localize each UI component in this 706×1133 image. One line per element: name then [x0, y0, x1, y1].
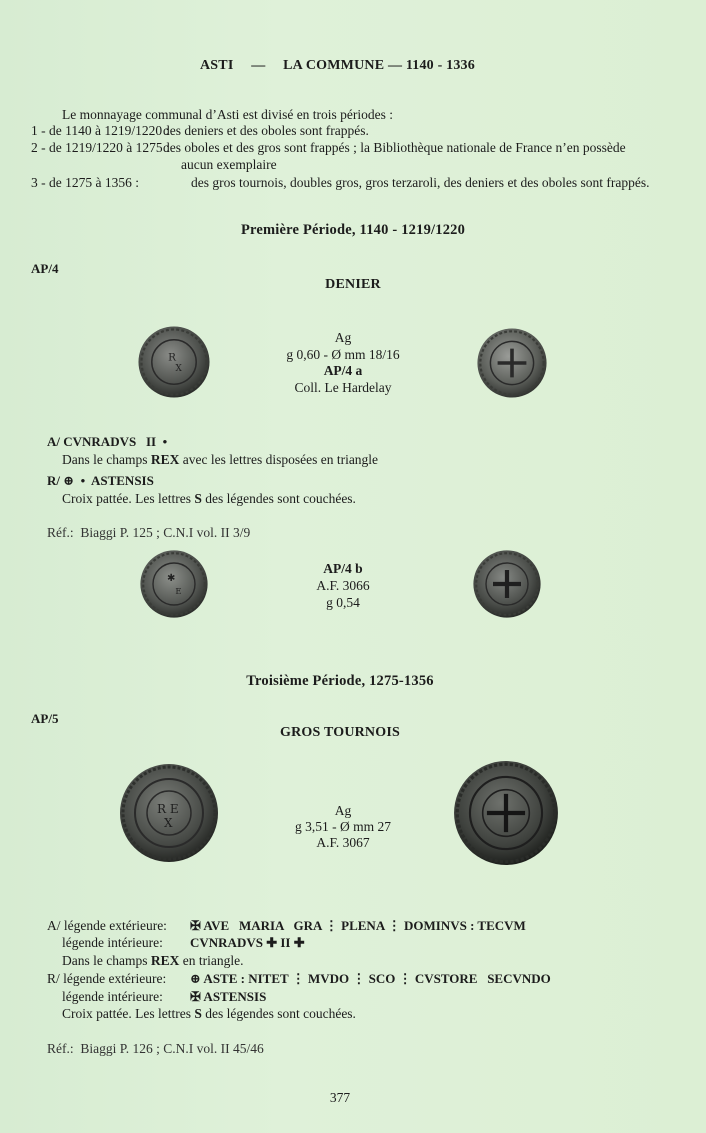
page-number: 377	[329, 1090, 351, 1105]
period-3-title: Troisième Période, 1275-1356	[246, 673, 434, 689]
catalog-code-ap5: AP/5	[31, 711, 59, 726]
period-2-text: des oboles et des gros sont frappés ; la Bibliothèque nationale de France n’en possède	[163, 140, 626, 155]
svg-text:X: X	[164, 816, 173, 830]
gros-r-ext-text: ⊕ ASTE : NITET ⋮ MVDO ⋮ SCO ⋮ CVSTORE SECVNDO	[190, 971, 551, 986]
intro-line: Le monnayage communal d’Asti est divisé en trois périodes :	[62, 107, 394, 122]
period-3-label: 3 - de 1275 à 1356 :	[31, 175, 139, 190]
coin-a-ref: AP/4 a	[323, 363, 363, 378]
period-2-label: 2 - de 1219/1220 à 1275 :	[31, 140, 170, 155]
coin-a-collection: Coll. Le Hardelay	[294, 380, 392, 395]
gros-a-description: Dans le champs REX en triangle.	[62, 953, 244, 968]
gros-r-int-label: légende intérieure:	[62, 989, 163, 1004]
coin-b-reverse-image	[472, 549, 542, 619]
svg-text:R E: R E	[157, 802, 179, 816]
gros-a-ext-text: ✠ AVE MARIA GRA ⋮ PLENA ⋮ DOMINVS : TECVM	[190, 918, 526, 933]
gros-obverse-image	[119, 763, 219, 863]
catalog-code: AP/4	[31, 261, 59, 276]
period-1-title: Première Période, 1140 - 1219/1220	[240, 222, 466, 238]
svg-text:X: X	[175, 363, 182, 374]
reverse-legend: R/ ⊕ • ASTENSIS	[47, 473, 154, 488]
gros-a-ext-label: A/ légende extérieure:	[47, 918, 167, 933]
svg-text:E: E	[175, 585, 182, 596]
period-1-label: 1 - de 1140 à 1219/1220 :	[31, 123, 170, 138]
coin-b-ref: AP/4 b	[323, 561, 363, 576]
period-3-text: des gros tournois, doubles gros, gros terzaroli, des deniers et des oboles sont frappés.	[191, 175, 650, 190]
references: Réf.: Biaggi P. 125 ; C.N.I vol. II 3/9	[47, 525, 251, 540]
svg-text:✱: ✱	[167, 573, 176, 585]
coin-obverse-image	[137, 325, 211, 399]
gros-r-ext-label: R/ légende extérieure:	[47, 971, 167, 986]
gros-r-description: Croix pattée. Les lettres S des légendes sont couchées.	[62, 1006, 356, 1021]
period-2-text-cont: aucun exemplaire	[181, 157, 277, 172]
gros-a-int-label: légende intérieure:	[62, 935, 163, 950]
gros-metal: Ag	[334, 803, 352, 818]
gros-references: Réf.: Biaggi P. 126 ; C.N.I vol. II 45/46	[47, 1041, 264, 1056]
header-left: ASTI	[200, 58, 234, 73]
reverse-description: Croix pattée. Les lettres S des légendes sont couchées.	[62, 491, 356, 506]
coin-b-obverse-image	[139, 549, 209, 619]
coin-a-metal: Ag	[334, 330, 352, 345]
gros-reverse-image	[453, 760, 559, 866]
obverse-legend: A/ CVNRADVS II •	[47, 434, 168, 449]
coin-a-weight: g 0,60 - Ø mm 18/16	[286, 347, 400, 362]
coin-type-title: DENIER	[325, 277, 381, 292]
svg-text:R: R	[168, 351, 176, 364]
coin-reverse-image	[476, 327, 548, 399]
running-header	[200, 58, 500, 74]
header-right: LA COMMUNE — 1140 - 1336	[283, 58, 475, 73]
gros-weight: g 3,51 - Ø mm 27	[295, 819, 391, 834]
coin-type-title-gros: GROS TOURNOIS	[280, 725, 400, 740]
coin-b-af: A.F. 3066	[316, 578, 370, 593]
coin-b-weight: g 0,54	[326, 595, 360, 610]
header-dash: —	[251, 58, 266, 73]
gros-af: A.F. 3067	[316, 835, 370, 850]
gros-a-int-text: CVNRADVS ✚ II ✚	[190, 935, 305, 950]
period-1-text: des deniers et des oboles sont frappés.	[163, 123, 369, 138]
obverse-description: Dans le champs REX avec les lettres disposées en triangle	[62, 452, 379, 467]
gros-r-int-text: ✠ ASTENSIS	[190, 989, 267, 1004]
